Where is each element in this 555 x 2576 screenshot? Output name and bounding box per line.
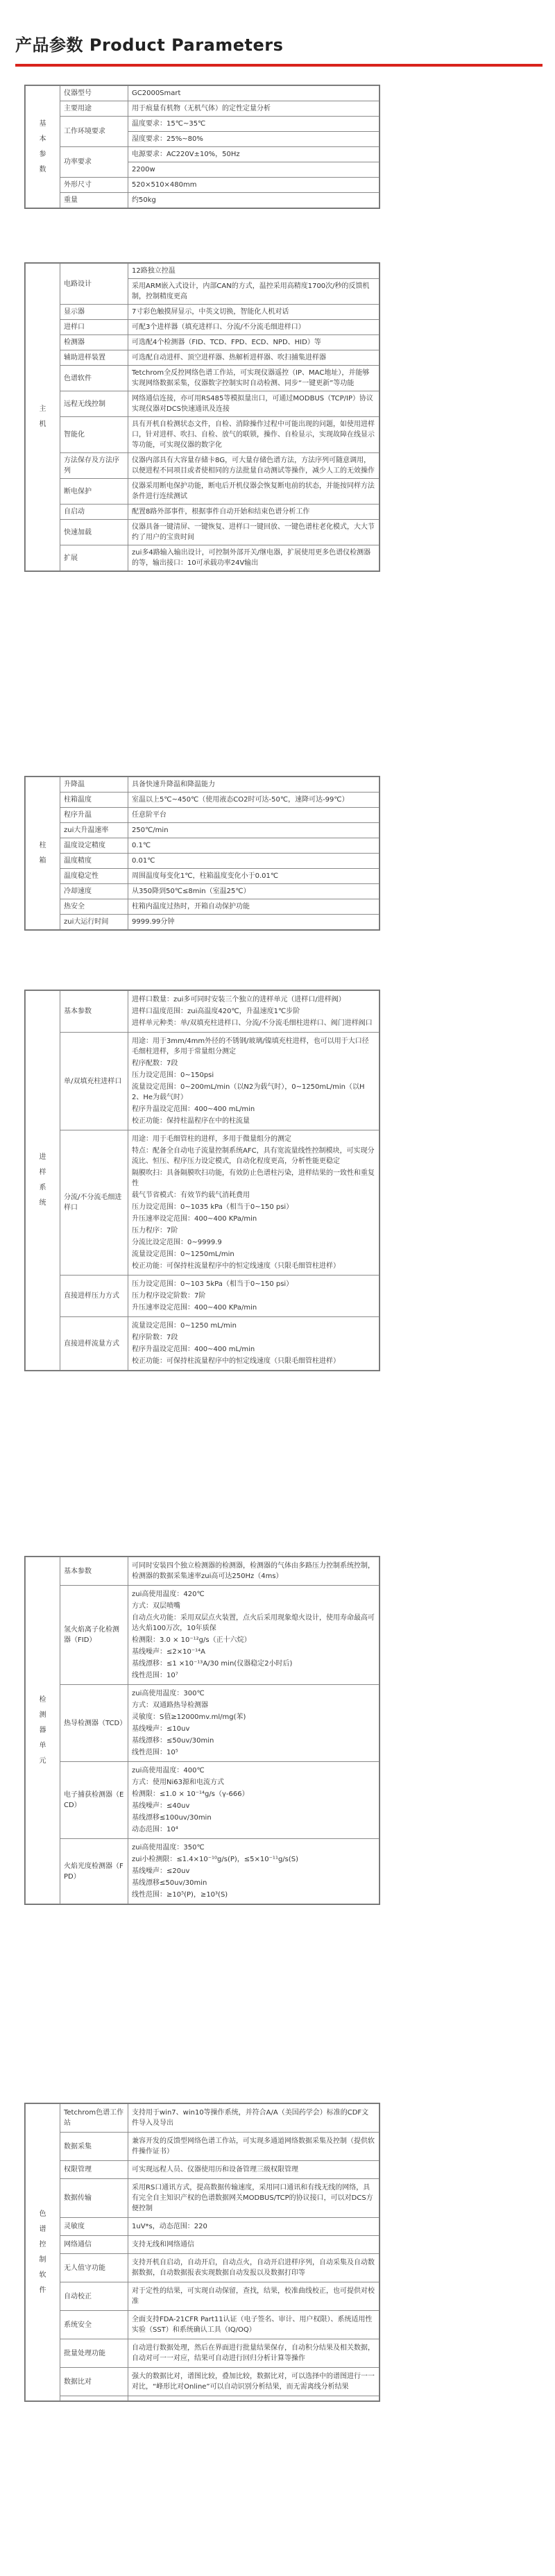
param-value: 采用ARM嵌入式设计，内部CAN的方式，温控采用高精度1700次/秒的反馈机制，控制精度更高 xyxy=(128,279,379,305)
param-line: 分流比设定范围：0~9999.9 xyxy=(132,1239,222,1246)
page-title: 产品参数 Product Parameters xyxy=(15,35,284,55)
param-lines xyxy=(128,1586,379,1685)
basic-params-table xyxy=(25,85,379,208)
group-label-char: 制 xyxy=(39,2255,46,2264)
table-row xyxy=(26,991,379,1033)
param-key: 温度稳定性 xyxy=(60,869,128,884)
table-row xyxy=(26,366,379,391)
param-key: 工作环境要求 xyxy=(60,117,128,147)
table-row xyxy=(26,2254,379,2282)
param-key: 数据采集 xyxy=(60,2133,128,2161)
param-key: 检测器 xyxy=(60,335,128,350)
group-label-char: 控 xyxy=(39,2240,46,2248)
param-value: 周围温度每变化1℃，柱箱温度变化小于0.01℃ xyxy=(128,869,379,884)
table-row xyxy=(26,884,379,899)
table-row xyxy=(26,2368,379,2396)
param-key: 断电保护 xyxy=(60,479,128,505)
param-line: 动态范围：10⁴ xyxy=(132,1826,178,1833)
param-key: zui大运行时间 xyxy=(60,915,128,930)
group-label-char: 柱 xyxy=(39,841,46,849)
group-label-char: 色 xyxy=(39,2210,46,2218)
param-line: 自动点火功能：采用双层点火装置，点火后采用现象熄火设计，使用寿命最高可达火焰100万次，10年质保 xyxy=(132,1614,375,1632)
param-lines xyxy=(128,2339,379,2368)
param-line: 进样单元种类：单/双填充柱进样口、分流/不分流毛细柱进样口、阀门进样阀口 xyxy=(132,1019,373,1027)
param-line: 基线噪声：≤40uv xyxy=(132,1802,190,1810)
param-key: 数据比对 xyxy=(60,2368,128,2396)
param-line: 线性范围：≥10⁵(P)，≥10³(S) xyxy=(132,1891,228,1899)
param-value: 配置8路外部事件，根据事件自动开始和结束色谱分析工作 xyxy=(128,505,379,520)
param-key: 电子捕获检测器（ECD） xyxy=(60,1762,128,1839)
param-line: 兼容开发的反馈型网络色谱工作站，可实现多通道网络数据采集及控制（提供软件操作证书） xyxy=(132,2137,375,2155)
param-key: 仪器型号 xyxy=(60,86,128,101)
group-label-char: 件 xyxy=(39,2286,46,2294)
param-line: 程序配数：7段 xyxy=(132,1060,178,1067)
param-lines xyxy=(128,2311,379,2339)
param-line: 基线漂移≤100uv/30min xyxy=(132,1814,212,1822)
param-line: 全面支持FDA-21CFR Part11认证（电子签名、审计、用户权限）、系统适用性实验（SST）和系统确认工具（IQ/OQ） xyxy=(132,2316,373,2334)
param-lines xyxy=(128,1685,379,1762)
group-label-char: 数 xyxy=(39,165,46,173)
table-row xyxy=(26,391,379,417)
param-line: 压力设定范围：0~150psi xyxy=(132,1071,214,1079)
param-line: 用途：用于毛细管柱的进样，多用于微量组分的测定 xyxy=(132,1135,291,1143)
param-lines xyxy=(128,1317,379,1371)
param-value: 仪器内部具有大容量存储卡8G，可大量存储色谱方法，方法序列可随意调用，以便进程不同项目或者使相同的方法批量自动测试等操作，减少人工的无效操作 xyxy=(128,453,379,479)
table-row xyxy=(26,2179,379,2218)
table-row xyxy=(26,479,379,505)
param-line: 可实现远程人员、仪器使用历和设备管理三级权限管理 xyxy=(132,2166,298,2174)
table-row xyxy=(26,1557,379,1586)
group-label-char: 箱 xyxy=(39,856,46,865)
param-key: 直接进样流量方式 xyxy=(60,1317,128,1371)
section-host xyxy=(24,262,380,572)
param-key: 程序升温 xyxy=(60,808,128,823)
param-line: 压力设定范围：0~103 5kPa（相当于0~150 psi） xyxy=(132,1280,293,1288)
group-label-char: 器 xyxy=(39,1726,46,1734)
table-row xyxy=(26,520,379,545)
group-label-char: 基 xyxy=(39,119,46,128)
param-line: 进样口温度范围：zui高温度420℃，升温速度1℃步阶 xyxy=(132,1008,300,1015)
param-value: 柱箱内温度过热时，开箱自动保护功能 xyxy=(128,899,379,915)
param-line: 压力程序：7阶 xyxy=(132,1227,178,1235)
param-lines xyxy=(128,2368,379,2396)
param-value: 具备快速升降温和降温能力 xyxy=(128,777,379,793)
table-row xyxy=(26,1317,379,1371)
param-line: 基线漂移≤50uv/30min xyxy=(132,1879,207,1887)
param-line: 自动进行数据处理，然后在界面进行批量结果保存，自动积分结果及相关数据，自动对可一一对应，结果可自动进行回归分析计算等操作 xyxy=(132,2344,375,2362)
param-key: 热安全 xyxy=(60,899,128,915)
param-key: 权限管理 xyxy=(60,2161,128,2179)
group-label-char: 检 xyxy=(39,1695,46,1704)
param-line: 流量设定范围：0~1250mL/min xyxy=(132,1251,234,1258)
param-lines xyxy=(128,2236,379,2254)
param-value: 约50kg xyxy=(128,193,379,208)
param-line: 程序升温设定范围：400~400 mL/min xyxy=(132,1346,255,1353)
section-oven xyxy=(24,776,380,931)
param-value: 0.01℃ xyxy=(128,854,379,869)
param-key: 方法保存及方法序列 xyxy=(60,453,128,479)
table-row xyxy=(26,2161,379,2179)
group-label-char: 本 xyxy=(39,135,46,143)
param-key: 进样口 xyxy=(60,320,128,335)
param-key: 远程无线控制 xyxy=(60,391,128,417)
param-line: 基线噪声：≤10uv xyxy=(132,1725,190,1733)
param-line: 程序升温设定范围：400~400 mL/min xyxy=(132,1105,255,1113)
param-value: 湿度要求：25%~80% xyxy=(128,132,379,147)
software-params-table xyxy=(25,2103,379,2401)
param-line: 进样口数量：zui多可同时安装三个独立的进样单元（进样口/进样阀） xyxy=(132,996,345,1003)
param-key: 柱箱温度 xyxy=(60,793,128,808)
title-rule xyxy=(15,64,543,67)
table-row xyxy=(26,264,379,279)
table-row xyxy=(26,1762,379,1839)
param-line: 采用RS口通讯方式，提高数据传输速度，采用同口通讯和有线无线的网络，具有完全自主知识产权的色谱数据网关MODBUS/TCP的协议接口，可以对DCS方便控制 xyxy=(132,2184,373,2212)
param-value: 温度要求：15℃~35℃ xyxy=(128,117,379,132)
table-row xyxy=(26,417,379,453)
param-line: 基线噪声：≤2×10⁻¹⁴A xyxy=(132,1648,205,1656)
param-value: 任意阶平台 xyxy=(128,808,379,823)
param-value: 2200w xyxy=(128,162,379,178)
param-key: 升降温 xyxy=(60,777,128,793)
param-value: 仪器采用断电保护功能，断电后开机仪器会恢复断电前的状态，并能按同样方法条件进行连续测试 xyxy=(128,479,379,505)
param-lines xyxy=(128,1557,379,1586)
param-line: 检测限：3.0 × 10⁻¹²g/s（正十六烷） xyxy=(132,1636,251,1644)
param-line: 校正功能：可保持柱流量程序中的恒定线速度（只限毛细管柱进样） xyxy=(132,1357,340,1365)
param-line: 对于定性的结果，可实现自动保留，查找，结果，校准曲线校正，也可提供对校准 xyxy=(132,2287,375,2305)
detector-params-table xyxy=(25,1557,379,1904)
table-row xyxy=(26,2311,379,2339)
group-label-char: 统 xyxy=(39,1199,46,1207)
table-row xyxy=(26,101,379,117)
param-key: 自启动 xyxy=(60,505,128,520)
param-line: 载气节省模式：有效节约载气消耗费用 xyxy=(132,1192,250,1199)
param-key: zui大升温速率 xyxy=(60,823,128,838)
param-key: 电路设计 xyxy=(60,264,128,305)
table-row xyxy=(26,2218,379,2236)
param-key: 分流/不分流毛细进样口 xyxy=(60,1130,128,1276)
section-inlet xyxy=(24,990,380,1371)
param-key: Tetchrom色谱工作站 xyxy=(60,2104,128,2133)
param-line: 基线漂移：≤50uv/30min xyxy=(132,1737,214,1745)
param-line: 支持无线和网络通信 xyxy=(132,2241,194,2248)
param-key: 功率要求 xyxy=(60,147,128,178)
table-row xyxy=(26,1586,379,1685)
group-label-char: 元 xyxy=(39,1756,46,1765)
param-line: 线性范围：10⁵ xyxy=(132,1749,178,1756)
param-key: 数据传输 xyxy=(60,2179,128,2218)
param-line: 可同时安装四个独立检测器的检测器，检测器的气体由多路压力控制系统控制，检测器的数据采集速率zui高可达250Hz（4ms） xyxy=(132,1562,375,1580)
table-row xyxy=(26,178,379,193)
param-line: 校正功能：保持柱温程序在中的柱流量 xyxy=(132,1117,250,1125)
param-key: 自动校正 xyxy=(60,2282,128,2311)
param-key: 网络通信 xyxy=(60,2236,128,2254)
param-key: 主要用途 xyxy=(60,101,128,117)
param-value: 网络通信连接，亦可用RS485等模拟量出口，可通过MODBUS（TCP/IP）协议实现仪器对DCS快速通讯及连接 xyxy=(128,391,379,417)
group-label xyxy=(26,777,60,930)
table-row xyxy=(26,1276,379,1317)
param-value: 仪器具备一键清屏、一键恢复、进样口一键回放、一键色谱柱老化模式，大大节约了用户的宝贵时间 xyxy=(128,520,379,545)
param-value: 可选配4个检测器（FID、TCD、FPD、ECD、NPD、HID）等 xyxy=(128,335,379,350)
group-label-char: 软 xyxy=(39,2271,46,2279)
param-value: GC2000Smart xyxy=(128,86,379,101)
param-key: 温度设定精度 xyxy=(60,838,128,854)
group-label xyxy=(26,991,60,1371)
param-lines xyxy=(128,2218,379,2236)
param-lines xyxy=(128,2161,379,2179)
group-label xyxy=(26,86,60,208)
param-lines xyxy=(128,2133,379,2161)
param-line: zui小检测限：≤1.4×10⁻¹⁰g/s(P)，≤5×10⁻¹¹g/s(S) xyxy=(132,1856,299,1863)
param-line: 线性范围：10⁷ xyxy=(132,1672,178,1679)
param-value: 室温以上5℃~450℃（使用液态CO2时可达-50℃，速降可达-99℃） xyxy=(128,793,379,808)
param-line: 方式：双层喷嘴 xyxy=(132,1602,180,1610)
group-label-char: 主 xyxy=(39,405,46,413)
group-label xyxy=(26,1557,60,1904)
param-value: Tetchrom全反控网络色谱工作站，可实现仪器遥控（IP、MAC地址），并能够实现网络数据采集，仪器数字控制实时自动检测、同步“一键更新”等功能 xyxy=(128,366,379,391)
section-detector xyxy=(24,1556,380,1905)
table-row xyxy=(26,2339,379,2368)
table-row xyxy=(26,2236,379,2254)
param-key: 外形尺寸 xyxy=(60,178,128,193)
param-value: 用于痕量有机物（无机气体）的定性定量分析 xyxy=(128,101,379,117)
param-lines xyxy=(128,1130,379,1276)
param-lines xyxy=(128,2396,379,2401)
section-basic xyxy=(24,85,380,209)
table-row xyxy=(26,793,379,808)
param-line: 支持用于win7、win10等操作系统，并符合A/A（美国药学会）标准的CDF文件导入及导出 xyxy=(132,2109,369,2127)
param-line: zui高使用温度：300℃ xyxy=(132,1690,205,1697)
page-header xyxy=(15,33,543,57)
table-row xyxy=(26,335,379,350)
group-label-char: 参 xyxy=(39,150,46,158)
section-software xyxy=(24,2103,380,2402)
param-value: zui多4路输入输出设计，可控制外部开关/继电器，扩展使用更多色谱仪检测器的等，输出接口：10可承载功率24V输出 xyxy=(128,545,379,571)
param-line: 方式：使用Ni63源和电流方式 xyxy=(132,1779,224,1786)
param-key: 温度精度 xyxy=(60,854,128,869)
param-line: zui高使用温度：350℃ xyxy=(132,1844,205,1852)
param-key: 直接进样压力方式 xyxy=(60,1276,128,1317)
param-key: 扩展 xyxy=(60,545,128,571)
param-key: 重量 xyxy=(60,193,128,208)
group-label xyxy=(26,264,60,571)
group-label-char: 机 xyxy=(39,421,46,428)
group-label-char: 测 xyxy=(39,1711,46,1719)
table-row xyxy=(26,86,379,101)
table-row xyxy=(26,117,379,132)
param-lines xyxy=(128,991,379,1033)
param-lines xyxy=(128,2179,379,2218)
param-value: 250℃/min xyxy=(128,823,379,838)
param-key: 显示器 xyxy=(60,305,128,320)
param-value: 可配3个进样器（填充进样口、分流/不分流毛细进样口） xyxy=(128,320,379,335)
param-key: 系统安全 xyxy=(60,2311,128,2339)
oven-params-table xyxy=(25,777,379,930)
param-line: 1uV*s，动态范围：220 xyxy=(132,2223,207,2230)
param-key: 单/双填充柱进样口 xyxy=(60,1033,128,1130)
param-line: zui高使用温度：400℃ xyxy=(132,1767,205,1774)
param-lines xyxy=(128,2282,379,2311)
group-label xyxy=(26,2104,60,2401)
table-row xyxy=(26,899,379,915)
table-row xyxy=(26,777,379,793)
param-lines xyxy=(128,2104,379,2133)
table-row xyxy=(26,808,379,823)
param-lines xyxy=(128,1276,379,1317)
group-label-char: 单 xyxy=(39,1741,46,1749)
group-label-char: 谱 xyxy=(39,2225,46,2233)
table-row xyxy=(26,320,379,335)
inlet-params-table xyxy=(25,990,379,1371)
param-lines xyxy=(128,1033,379,1130)
param-line: 压力设定范围：0~1035 kPa（相当于0~150 psi） xyxy=(132,1203,293,1211)
param-lines xyxy=(128,1762,379,1839)
param-line: 流量设定范围：0~200mL/min（以N2为载气时），0~1250mL/min（以H2、He为载气时） xyxy=(132,1083,365,1101)
param-line: 校正功能：可保持柱流量程序中的恒定线速度（只限毛细管柱进样） xyxy=(132,1262,340,1270)
param-lines xyxy=(128,1839,379,1904)
param-value: 从350降到50℃≤8min（室温25℃） xyxy=(128,884,379,899)
param-line: 特点：配备全自动电子流量控制系统AFC，具有宽流量线性控制模块，可实现分流比、恒压、程序压力设定模式，自动化程度更高，分析性能更稳定 xyxy=(132,1147,375,1165)
table-row xyxy=(26,1839,379,1904)
param-value: 7寸彩色触摸屏显示，中英文切换，智能化人机对话 xyxy=(128,305,379,320)
table-row xyxy=(26,147,379,162)
table-row xyxy=(26,2104,379,2133)
table-row xyxy=(26,2282,379,2311)
param-line: 流量设定范围：0~1250 mL/min xyxy=(132,1322,237,1330)
param-line: 强大的数据比对，谱图比较，叠加比较，数据比对，可以选择中的谱图进行一一对比，“峰形比对Online”可以自动识别分析结果，而无需离线分析结果 xyxy=(132,2373,375,2391)
param-line: 升压速率设定范围：400~400 KPa/min xyxy=(132,1304,257,1312)
param-key: 色谱软件 xyxy=(60,366,128,391)
table-row xyxy=(26,915,379,930)
param-line: 基线漂移：≤1 ×10⁻¹³A/30 min(仪器稳定2小时后) xyxy=(132,1660,293,1668)
param-key: 无人值守功能 xyxy=(60,2254,128,2282)
table-row xyxy=(26,2396,379,2401)
table-row xyxy=(26,1033,379,1130)
param-key: 智能化 xyxy=(60,417,128,453)
param-key: 灵敏度 xyxy=(60,2218,128,2236)
param-lines xyxy=(128,2254,379,2282)
table-row xyxy=(26,1130,379,1276)
param-key: 热导检测器（TCD） xyxy=(60,1685,128,1762)
param-key: 辅助进样装置 xyxy=(60,350,128,366)
param-line: 用途：用于3mm/4mm外径的不锈钢/玻璃/镍填充柱进样，也可以用于大口径毛细柱进样，多用于常量组分测定 xyxy=(132,1037,369,1056)
table-row xyxy=(26,350,379,366)
param-line: 压力程序设定阶数：7阶 xyxy=(132,1292,206,1300)
param-key: 基本参数 xyxy=(60,1557,128,1586)
param-line: 方式：双通路热导检测器 xyxy=(132,1702,208,1709)
table-row xyxy=(26,1685,379,1762)
table-row xyxy=(26,453,379,479)
table-row xyxy=(26,193,379,208)
param-key: 冷却速度 xyxy=(60,884,128,899)
param-line: 程序阶数：7段 xyxy=(132,1334,178,1341)
param-line: 隔膜吹扫：具备隔膜吹扫功能，有效防止色谱柱污染，进样结果的一致性和重复性 xyxy=(132,1169,375,1187)
table-row xyxy=(26,305,379,320)
table-row xyxy=(26,854,379,869)
param-line: 基线噪声：≤20uv xyxy=(132,1867,190,1875)
param-line: 升压速率设定范围：400~400 KPa/min xyxy=(132,1215,257,1223)
param-value: 12路独立控温 xyxy=(128,264,379,279)
param-key: 批量处理功能 xyxy=(60,2339,128,2368)
param-value: 可选配自动进样、顶空进样器、热解析进样器、吹扫捕集进样器 xyxy=(128,350,379,366)
param-line: 支持开机自启动，自动开启，自动点火，自动开启进样序列，自动采集及自动数据数据，自动数据报表实现数据自动发报以及数据打印等 xyxy=(132,2259,375,2277)
param-value: 9999.99分钟 xyxy=(128,915,379,930)
table-row xyxy=(26,545,379,571)
table-row xyxy=(26,2133,379,2161)
param-key: 快速加载 xyxy=(60,520,128,545)
param-value: 520×510×480mm xyxy=(128,178,379,193)
param-line: 检测限：≤1.0 × 10⁻¹⁴g/s（γ-666） xyxy=(132,1790,249,1798)
param-value: 0.1℃ xyxy=(128,838,379,854)
param-key: 火焰光度检测器（FPD） xyxy=(60,1839,128,1904)
param-value: 电源要求：AC220V±10%，50Hz xyxy=(128,147,379,162)
table-row xyxy=(26,869,379,884)
param-key: 基本参数 xyxy=(60,991,128,1033)
param-value: 具有开机自检测状态文件，自检、消除操作过程中可能出现的问题，如使用进样口，针对进样、吹扫、自检、放气的联锁，操作、自检显示，实现故障在线显示等功能，可实现仪器的数字化 xyxy=(128,417,379,453)
group-label-char: 系 xyxy=(39,1184,46,1192)
param-line: 灵敏度：S值≥12000mv.ml/mg(苯) xyxy=(132,1713,246,1721)
table-row xyxy=(26,505,379,520)
host-params-table xyxy=(25,263,379,571)
group-label-char: 样 xyxy=(39,1169,46,1176)
param-line: zui高使用温度：420℃ xyxy=(132,1591,205,1598)
param-key xyxy=(60,2396,128,2401)
param-key: 氢火焰离子化检测器（FID） xyxy=(60,1586,128,1685)
table-row xyxy=(26,823,379,838)
group-label-char: 进 xyxy=(39,1153,46,1161)
table-row xyxy=(26,838,379,854)
